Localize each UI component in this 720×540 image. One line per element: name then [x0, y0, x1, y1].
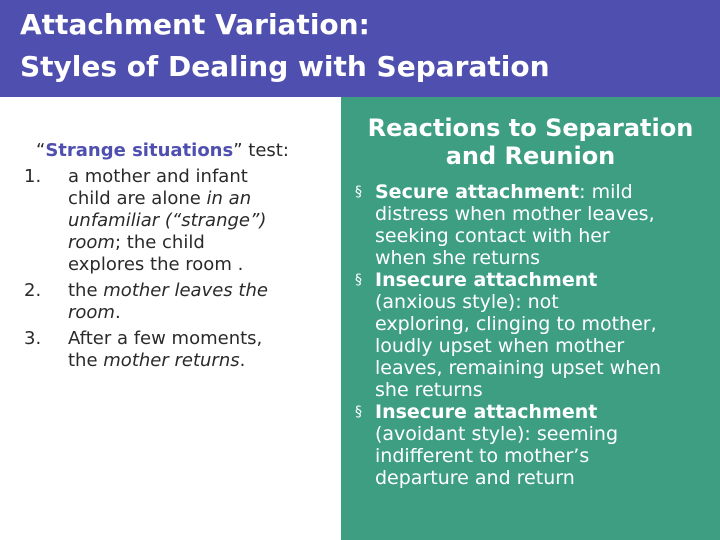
- bullet-insecure-avoidant: [355, 401, 717, 489]
- bullet-lead: Insecure attachment: [375, 401, 598, 423]
- slide-title-line-1: Attachment Variation:: [20, 8, 370, 41]
- bullet-marker-icon: §: [355, 184, 362, 200]
- step-text-italic: in an: [200, 188, 252, 209]
- step-text-italic: room: [68, 302, 115, 323]
- step-text-part: the: [68, 350, 104, 371]
- step-text-part: .: [114, 302, 121, 323]
- steps-list: [24, 166, 324, 372]
- step-text: a mother and infant: [68, 166, 248, 187]
- bullet-text: loudly upset when mother: [375, 335, 625, 357]
- step-2: [24, 280, 324, 324]
- test-intro: [36, 140, 324, 162]
- bullet-text: when she returns: [375, 247, 541, 269]
- bullet-text: (anxious style): not: [375, 291, 559, 313]
- step-text: [68, 350, 324, 372]
- bullet-text: indifferent to mother’s: [375, 445, 590, 467]
- step-text-part: .: [239, 350, 246, 371]
- bullet-secure: [355, 181, 717, 269]
- bullet-text: distress when mother leaves,: [375, 203, 655, 225]
- bullet-marker-icon: §: [355, 404, 362, 420]
- bullet-text: (avoidant style): seeming: [375, 423, 619, 445]
- step-1: [24, 166, 324, 276]
- slide-title-line-2: Styles of Dealing with Separation: [20, 50, 550, 83]
- bullet-text: she returns: [375, 379, 483, 401]
- step-text-italic: mother leaves the: [103, 280, 268, 301]
- bullet-list: [355, 181, 717, 489]
- step-text-italic: room: [68, 232, 115, 253]
- bullet-marker-icon: §: [355, 272, 362, 288]
- panel-heading-line-1: Reactions to Separation: [367, 114, 694, 142]
- step-number: 3.: [24, 328, 42, 349]
- intro-term: Strange situations: [45, 140, 234, 161]
- reactions-panel: [341, 97, 720, 540]
- bullet-text: exploring, clinging to mother,: [375, 313, 657, 335]
- bullet-text: leaves, remaining upset when: [375, 357, 661, 379]
- intro-close: ” test:: [233, 140, 289, 161]
- step-text-italic: unfamiliar (“strange”): [68, 210, 267, 231]
- step-3: [24, 328, 324, 372]
- step-text-part: ; the child: [114, 232, 205, 253]
- bullet-insecure-anxious: [355, 269, 717, 401]
- bullet-lead: Insecure attachment: [375, 269, 598, 291]
- panel-heading: [341, 114, 720, 170]
- bullet-text: seeking contact with her: [375, 225, 610, 247]
- left-column: [24, 140, 324, 376]
- step-text: [68, 188, 324, 210]
- bullet-text: departure and return: [375, 467, 575, 489]
- step-text: [68, 302, 324, 324]
- bullet-line: [375, 181, 717, 203]
- bullet-lead: Secure attachment: [375, 181, 580, 203]
- intro-open-quote: “: [36, 140, 46, 161]
- step-text: After a few moments,: [68, 328, 263, 349]
- step-text-part: child are alone: [68, 188, 201, 209]
- step-text: explores the room .: [68, 254, 244, 275]
- bullet-text: : mild: [579, 181, 633, 203]
- title-bar: [0, 0, 720, 97]
- step-text-part: the: [68, 280, 104, 301]
- step-text: [68, 232, 324, 254]
- step-number: 1.: [24, 166, 42, 187]
- step-text: [68, 280, 324, 302]
- panel-heading-line-2: and Reunion: [445, 142, 616, 170]
- step-text-italic: mother returns: [103, 350, 240, 371]
- step-number: 2.: [24, 280, 42, 301]
